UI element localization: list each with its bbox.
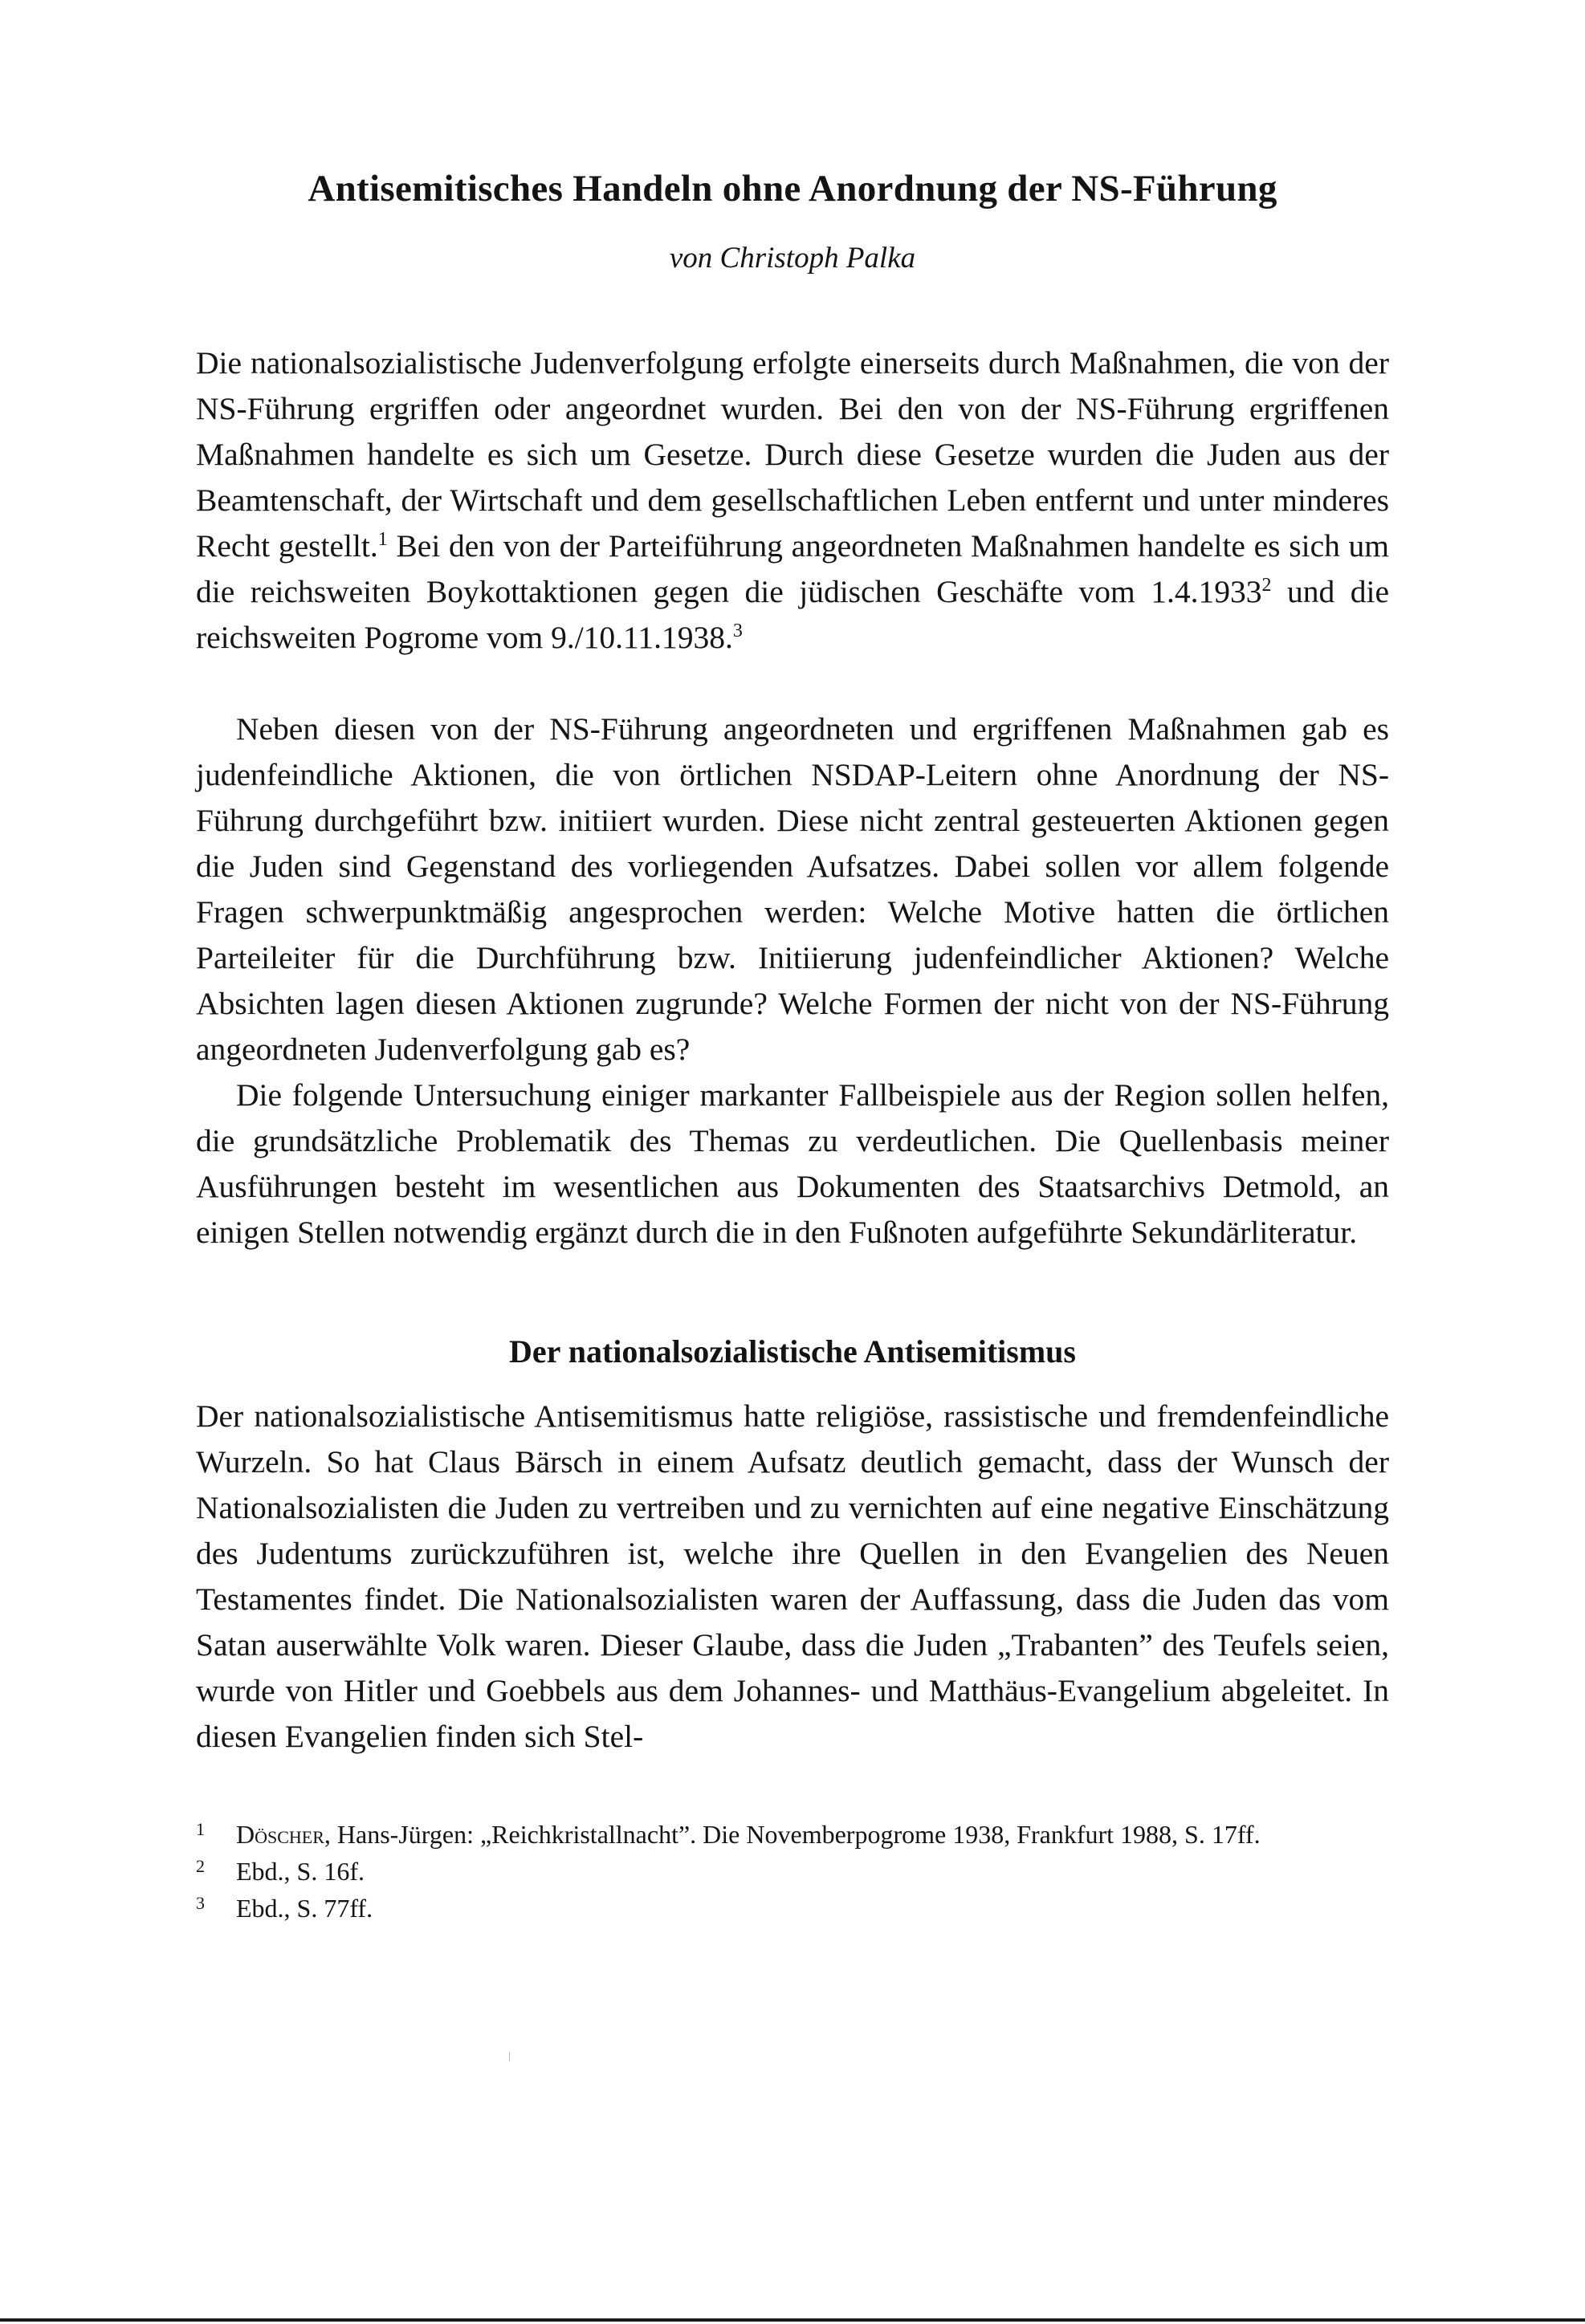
scan-bottom-edge xyxy=(0,2318,1585,2322)
footnote-number: 2 xyxy=(196,1856,205,1876)
footnote-author: Döscher xyxy=(236,1820,324,1849)
footnote-1 xyxy=(196,1816,1389,1853)
scan-mark xyxy=(509,2052,510,2061)
footnote-ref-2: 2 xyxy=(1261,575,1272,596)
footnote-text: Ebd., S. 16f. xyxy=(236,1857,365,1886)
footnote-text: Ebd., S. 77ff. xyxy=(236,1894,373,1923)
footnote-ref-1: 1 xyxy=(377,529,388,550)
paragraph-1 xyxy=(196,340,1389,661)
paragraph-1-text: Die nationalsozialistische Judenverfolgung erfolgte einerseits durch Maßnahmen, die von der NS-Führung ergriffen oder angeordnet wurden. Bei den von der NS-Führung ergriffenen Maßnahmen handelte es sich um Gesetze. Durch diese Gesetze wurden die Juden aus der Beamtenschaft, der Wirtschaft und dem gesellschaftlichen Leben entfernt und unter minderes Recht gestellt. xyxy=(196,345,1389,564)
footnotes xyxy=(196,1816,1389,1927)
paragraph-1-text-3: und die reichsweiten Pogrome vom 9./10.11.1938. xyxy=(196,574,1390,655)
section-heading: Der nationalsozialistische Antisemitismus xyxy=(509,1333,1076,1370)
article-title: Antisemitisches Handeln ohne Anordnung der NS-Führung xyxy=(308,168,1277,210)
footnote-number: 3 xyxy=(196,1893,205,1913)
footnote-ref-3: 3 xyxy=(732,621,743,641)
footnote-text: , Hans-Jürgen: „Reichkristallnacht”. Die Novemberpogrome 1938, Frankfurt 1988, S. 17ff. xyxy=(324,1820,1261,1849)
section-paragraph: Der nationalsozialistische Antisemitismus hatte religiöse, rassistische und fremdenfeindliche Wurzeln. So hat Claus Bärsch in einem Aufsatz deutlich gemacht, dass der Wunsch der Nationalsozialisten die Juden zu vertreiben und zu vernichten auf eine negative Einschätzung des Judentums zurückzuführen ist, welche ihre Quellen in den Evangelien des Neuen Testamentes findet. Die Nationalsozialisten waren der Auffassung, dass die Juden das vom Satan auserwählte Volk waren. Dieser Glaube, dass die Juden „Trabanten” des Teufels seien, wurde von Hitler und Goebbels aus dem Johannes- und Matthäus-Evangelium abgeleitet. In diesen Evangelien finden sich Stel- xyxy=(196,1398,1389,1754)
paragraph-3: Die folgende Untersuchung einiger markanter Fallbeispiele aus der Region sollen helfen, die grundsätzliche Problematik des Themas zu verdeutlichen. Die Quellenbasis meiner Ausführungen besteht im wesentlichen aus Dokumenten des Staatsarchivs Detmold, an einigen Stellen notwendig ergänzt durch die in den Fußnoten aufgeführte Sekundärliteratur. xyxy=(196,1077,1389,1250)
article-author: von Christoph Palka xyxy=(669,242,916,275)
footnote-3 xyxy=(196,1890,1389,1927)
footnote-number: 1 xyxy=(196,1819,205,1839)
paragraph-1-text-2: Bei den von der Parteiführung angeordneten Maßnahmen handelte es sich um die reichsweiten Boykottaktionen gegen die jüdischen Geschäfte vom 1.4.1933 xyxy=(196,528,1390,609)
paragraph-2: Neben diesen von der NS-Führung angeordneten und ergriffenen Maßnahmen gab es judenfeindliche Aktionen, die von örtlichen NSDAP-Leitern ohne Anordnung der NS-Führung durchgeführt bzw. initiiert wurden. Diese nicht zentral gesteuerten Aktionen gegen die Juden sind Gegenstand des vorliegenden Aufsatzes. Dabei sollen vor allem folgende Fragen schwerpunktmäßig angesprochen werden: Welche Motive hatten die örtlichen Parteileiter für die Durchführung bzw. Initiierung judenfeindlicher Aktionen? Welche Absichten lagen diesen Aktionen zugrunde? Welche Formen der nicht von der NS-Führung angeordneten Judenverfolgung gab es? xyxy=(196,711,1389,1067)
footnote-2 xyxy=(196,1853,1389,1890)
